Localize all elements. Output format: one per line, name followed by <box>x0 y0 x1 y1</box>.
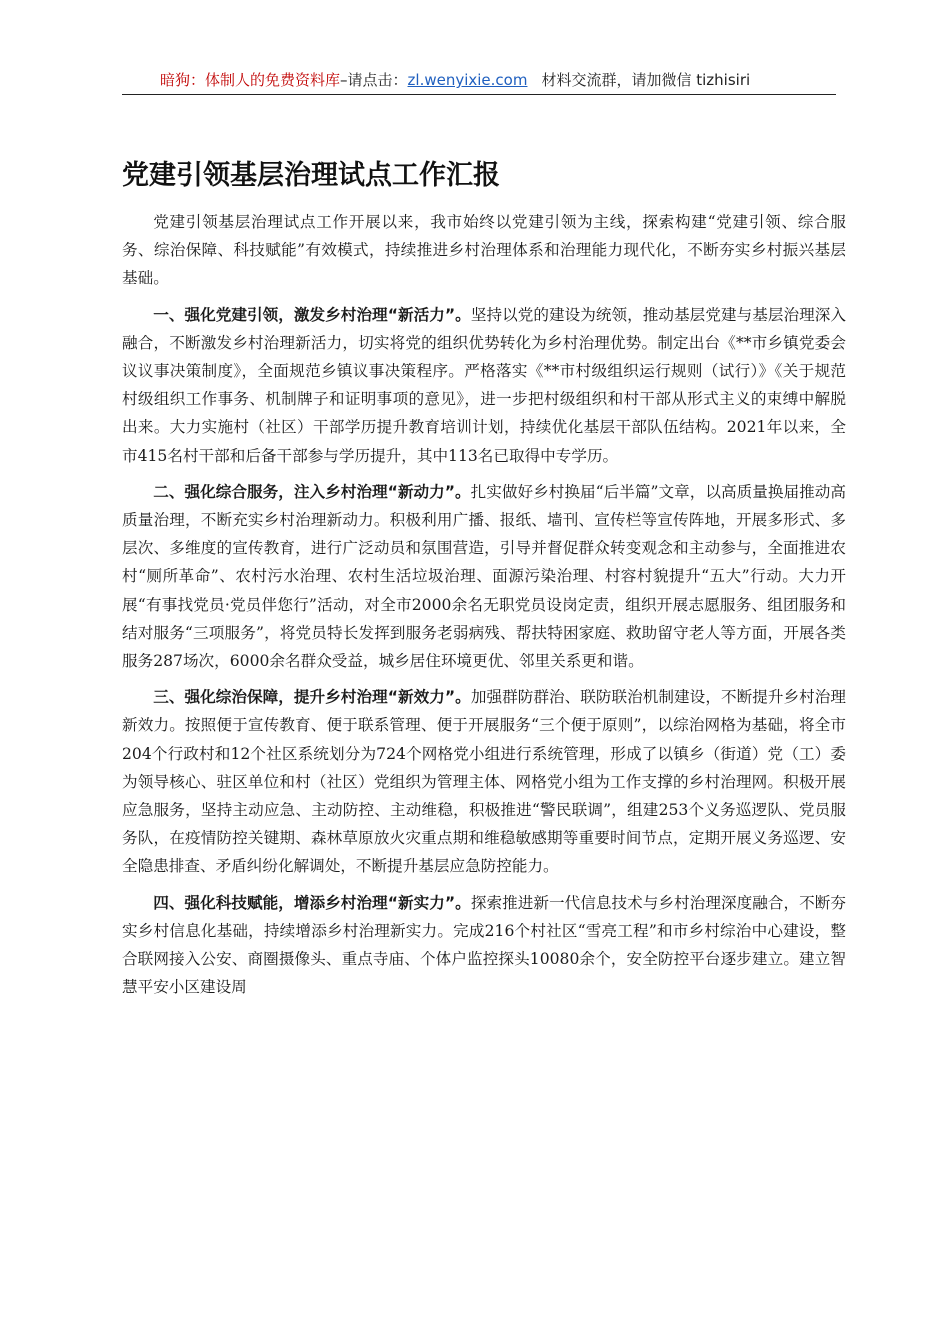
header-prompt: –请点击： <box>340 71 408 89</box>
section-text: 加强群防群治、联防联治机制建设，不断提升乡村治理新效力。按照便于宣传教育、便于联系管理、便于开展服务“三个便于原则”，以综治网格为基础，将全市204个行政村和12个社区系统划分为724个网格党小组进行系统管理，形成了以镇乡（街道）党（工）委为领导核心、驻区单位和村（社区）党组织为管理主体、网格党小组为工作支撑的乡村治理网。积极开展应急服务，坚持主动应急、主动防控、主动维稳，积极推进“警民联调”，组建253个义务巡逻队、党员服务队，在疫情防控关键期、森林草原放火灾重点期和维稳敏感期等重要时间节点，定期开展义务巡逻、安全隐患排查、矛盾纠纷化解调处，不断提升基层应急防控能力。 <box>122 688 846 876</box>
document-body <box>122 208 846 1009</box>
section-heading: 四、强化科技赋能，增添乡村治理“新实力”。 <box>153 893 471 912</box>
section-paragraph <box>122 889 846 1002</box>
page-header <box>122 66 836 95</box>
header-link[interactable]: zl.wenyixie.com <box>407 71 528 89</box>
header-site-name: 暗狗：体制人的免费资料库 <box>160 71 341 89</box>
section-text: 扎实做好乡村换届“后半篇”文章，以高质量换届推动高质量治理，不断充实乡村治理新动力。积极利用广播、报纸、墙刊、宣传栏等宣传阵地，开展多形式、多层次、多维度的宣传教育，进行广泛动员和氛围营造，引导并督促群众转变观念和主动参与，全面推进农村“厕所革命”、农村污水治理、农村生活垃圾治理、面源污染治理、村容村貌提升“五大”行动。大力开展“有事找党员·党员伴您行”活动，对全市2000余名无职党员设岗定责，组织开展志愿服务、组团服务和结对服务“三项服务”，将党员特长发挥到服务老弱病残、帮扶特困家庭、救助留守老人等方面，开展各类服务287场次，6000余名群众受益，城乡居住环境更优、邻里关系更和谐。 <box>122 482 846 671</box>
section-text: 坚持以党的建设为统领，推动基层党建与基层治理深入融合，不断激发乡村治理新活力，切实将党的组织优势转化为乡村治理优势。制定出台《**市乡镇党委会议议事决策制度》，全面规范乡镇议事决策程序。严格落实《**市村级组织运行规则（试行）》《关于规范村级组织工作事务、机制牌子和证明事项的意见》，进一步把村级组织和村干部从形式主义的束缚中解脱出来。大力实施村（社区）干部学历提升教育培训计划，持续优化基层干部队伍结构。2021年以来，全市415名村干部和后备干部参与学历提升，其中113名已取得中专学历。 <box>122 305 846 465</box>
section-heading: 一、强化党建引领，激发乡村治理“新活力”。 <box>153 305 471 324</box>
document-title: 党建引领基层治理试点工作汇报 <box>122 160 500 191</box>
section-paragraph <box>122 301 846 470</box>
section-paragraph <box>122 683 846 880</box>
section-heading: 三、强化综治保障，提升乡村治理“新效力”。 <box>153 688 471 707</box>
section-heading: 二、强化综合服务，注入乡村治理“新动力”。 <box>153 482 471 501</box>
header-contact: 材料交流群，请加微信 tizhisiri <box>541 71 751 89</box>
section-paragraph <box>122 478 846 675</box>
section-text: 探索推进新一代信息技术与乡村治理深度融合，不断夯实乡村信息化基础，持续增添乡村治理新实力。完成216个村社区“雪亮工程”和市乡村综治中心建设，整合联网接入公安、商圈摄像头、重点寺庙、个体户监控探头10080余个，安全防控平台逐步建立。建立智慧平安小区建设周 <box>122 893 846 997</box>
intro-paragraph: 党建引领基层治理试点工作开展以来，我市始终以党建引领为主线，探索构建“党建引领、综合服务、综治保障、科技赋能”有效模式，持续推进乡村治理体系和治理能力现代化，不断夯实乡村振兴基层基础。 <box>122 213 846 288</box>
